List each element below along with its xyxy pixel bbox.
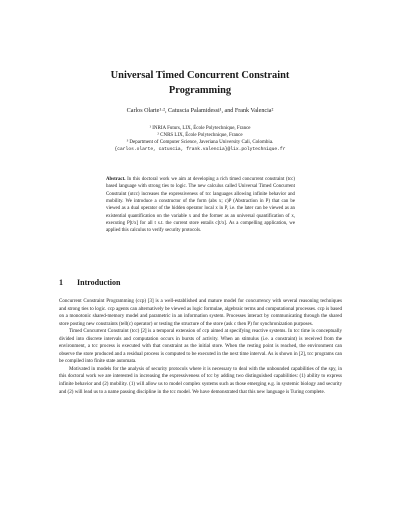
abstract bbox=[106, 176, 295, 235]
author-emails: {carlos.olarte, catuscia, frank.valencia}@lix.polytechnique.fr bbox=[114, 147, 286, 152]
affiliation-2: ² CNRS LIX, École Polytechnique, France bbox=[157, 133, 243, 138]
abstract-label: Abstract. bbox=[106, 177, 126, 182]
abstract-text: In this doctoral work we aim at developing a rich timed concurrent constraint (tcc) based language with strong ties to logic. The new calculus called Universal Timed Concurrent Constraint (utcc) increases the expressiveness of tcc languages allowing infinite behavior and mobility. We introduce a constructor of the form (abs x; c)P (Abstraction in P) that can be viewed as a dual operator of the hidden operator local x in P, i.e. the later can be viewed as an existential quantification on the variable x and the former as an universal quantification of x, executing P[t/x] for all t s.t. the current store entails c[t/x]. As a compelling application, we applied this calculus to verify security protocols. bbox=[106, 177, 295, 234]
paragraph: Concurrent Constraint Programming (ccp) [3] is a well-established and mature model for concurrency with several reasoning techniques and strong ties to logic. ccp agents can alternatively be viewed as logic formulae, algebraic terms and computational processes. ccp is based on a monotonic shared-memory model and parametric in an information system. Processes interact by communicating through the shared store posting new constraints (tell(c) operator) or testing the structure of the store (ask c then P) for synchronization purposes. bbox=[59, 298, 342, 327]
section-body bbox=[59, 298, 342, 396]
section-heading bbox=[59, 278, 120, 287]
paper-title-line-1: Universal Timed Concurrent Constraint bbox=[110, 70, 290, 81]
paper-title bbox=[60, 68, 340, 98]
affiliation-3: ³ Department of Computer Science, Javeriana University Cali, Colombia. bbox=[126, 140, 274, 145]
author-list: Carlos Olarte¹·², Catuscia Palamidessi¹, and Frank Valencia² bbox=[126, 108, 274, 114]
section-title: Introduction bbox=[77, 278, 121, 287]
affiliation-1: ¹ INRIA Futurs, LIX, École Polytechnique, France bbox=[149, 126, 251, 131]
section-number: 1 bbox=[59, 278, 63, 287]
paragraph: Motivated in models for the analysis of security protocols where it is necessary to deal with the unbounded capabilities of the spy, in this doctoral work we are interested in increasing the expressiveness of tcc by adding two distinguished capabilities: (1) ability to express infinite behavior and (2) mobility. (1) will allow us to model complex systems such as those emerging e.g. in systemic biology and security and (2) will lead us to a name passing discipline in the tcc model. We have demonstrated that this new language is Turing complete. bbox=[59, 365, 342, 395]
paper-title-line-2: Programming bbox=[168, 85, 232, 96]
paragraph: Timed Concurrent Constraint (tcc) [2] is a temporal extension of ccp aimed at specifying reactive systems. In tcc time is conceptually divided into discrete intervals and computation occurs in bursts of activity. When an stimulus (i.e. a constraint) is received from the environment, a tcc process is executed with that constraint as the initial store. When the resting point is reached, the environment can observe the store produced and a residual process is computed to be executed in the next time interval. As is shown in [2], tcc programs can be compiled into finite state automata. bbox=[59, 328, 342, 365]
